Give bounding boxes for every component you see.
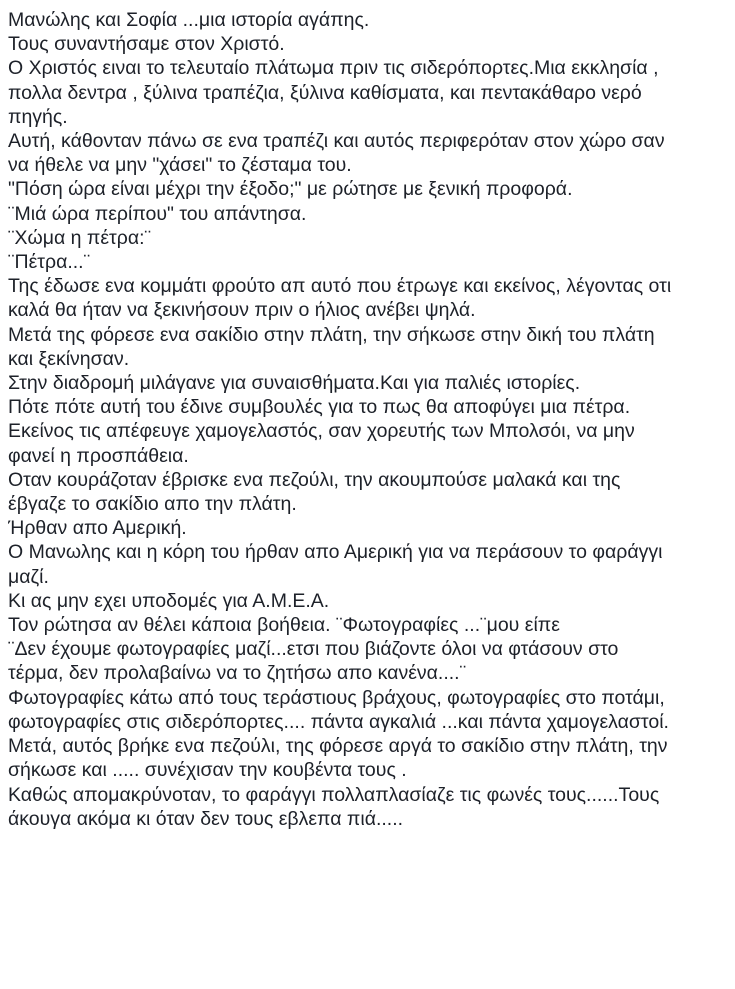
text-line: Καθώς απομακρύνοταν, το φαράγγι πολλαπλασίαζε τις φωνές τους......Τους xyxy=(8,783,660,806)
text-line: φανεί η προσπάθεια. xyxy=(8,444,189,467)
text-line: Μετά της φόρεσε ενα σακίδιο στην πλάτη, την σήκωσε στην δική του πλάτη xyxy=(8,323,655,346)
text-line: Ήρθαν απο Αμερική. xyxy=(8,517,187,540)
text-line: σήκωσε και ..... συνέχισαν την κουβέντα τους . xyxy=(8,759,407,782)
text-line: Οταν κουράζοταν έβρισκε ενα πεζούλι, την ακουμπούσε μαλακά και της xyxy=(8,468,621,491)
text-line: Μετά, αυτός βρήκε ενα πεζούλι, της φόρεσε αργά το σακίδιο στην πλάτη, την xyxy=(8,735,668,758)
text-line: Φωτογραφίες κάτω από τους τεράστιους βράχους, φωτογραφίες στο ποτάμι, xyxy=(8,686,665,709)
text-line: Κι ας μην εχει υποδομές για Α.Μ.Ε.Α. xyxy=(8,589,330,612)
text-line: μαζί. xyxy=(8,565,49,588)
text-line: να ήθελε να μην "χάσει" το ζέσταμα του. xyxy=(8,154,352,177)
text-line: Αυτή, κάθονταν πάνω σε ενα τραπέζι και αυτός περιφερόταν στον χώρο σαν xyxy=(8,130,665,153)
text-line: άκουγα ακόμα κι όταν δεν τους εβλεπα πιά..... xyxy=(8,807,404,830)
text-line: Μανώλης και Σοφία ...μια ιστορία αγάπης. xyxy=(8,9,370,31)
text-line: και ξεκίνησαν. xyxy=(8,347,130,370)
text-line: Τους συναντήσαμε στον Χριστό. xyxy=(8,33,285,56)
text-line: φωτογραφίες στις σιδερόπορτες.... πάντα αγκαλιά ...και πάντα χαμογελαστοί. xyxy=(8,710,669,733)
text-line: Εκείνος τις απέφευγε χαμογελαστός, σαν χορευτής των Μπολσόι, να μην xyxy=(8,420,635,443)
text-line: Τον ρώτησα αν θέλει κάποια βοήθεια. ¨Φωτογραφίες ...¨μου είπε xyxy=(8,614,560,637)
text-line: "Πόση ώρα είναι μέχρι την έξοδο;" με ρώτησε με ξενική προφορά. xyxy=(8,178,573,201)
text-line: πολλα δεντρα , ξύλινα τραπέζια, ξύλινα καθίσματα, και πεντακάθαρο νερό xyxy=(8,81,642,104)
text-line: πηγής. xyxy=(8,105,68,128)
text-line: έβγαζε το σακίδιο απο την πλάτη. xyxy=(8,493,297,516)
text-line: ¨Χώμα η πέτρα:¨ xyxy=(8,226,152,249)
text-line: τέρμα, δεν προλαβαίνω να το ζητήσω απο κανένα....¨ xyxy=(8,662,467,685)
text-line: ¨Πέτρα...¨ xyxy=(8,251,91,274)
text-line: Ο Μανωλης και η κόρη του ήρθαν απο Αμερική για να περάσουν το φαράγγι xyxy=(8,541,663,564)
text-line: Πότε πότε αυτή του έδινε συμβουλές για το πως θα αποφύγει μια πέτρα. xyxy=(8,396,631,419)
text-line: Στην διαδρομή μιλάγανε για συναισθήματα.Και για παλιές ιστορίες. xyxy=(8,372,581,395)
text-line: ¨Δεν έχουμε φωτογραφίες μαζί...ετσι που βιάζοντε όλοι να φτάσουν στο xyxy=(8,638,619,661)
text-line: ¨Μιά ώρα περίπου" του απάντησα. xyxy=(8,202,307,225)
text-line: καλά θα ήταν να ξεκινήσουν πριν ο ήλιος ανέβει ψηλά. xyxy=(8,299,476,322)
text-line: Της έδωσε ενα κομμάτι φρούτο απ αυτό που έτρωγε και εκείνος, λέγοντας οτι xyxy=(8,275,672,298)
text-line: Ο Χριστός ειναι το τελευταίο πλάτωμα πριν τις σιδερόπορτες.Μια εκκλησία , xyxy=(8,57,659,80)
